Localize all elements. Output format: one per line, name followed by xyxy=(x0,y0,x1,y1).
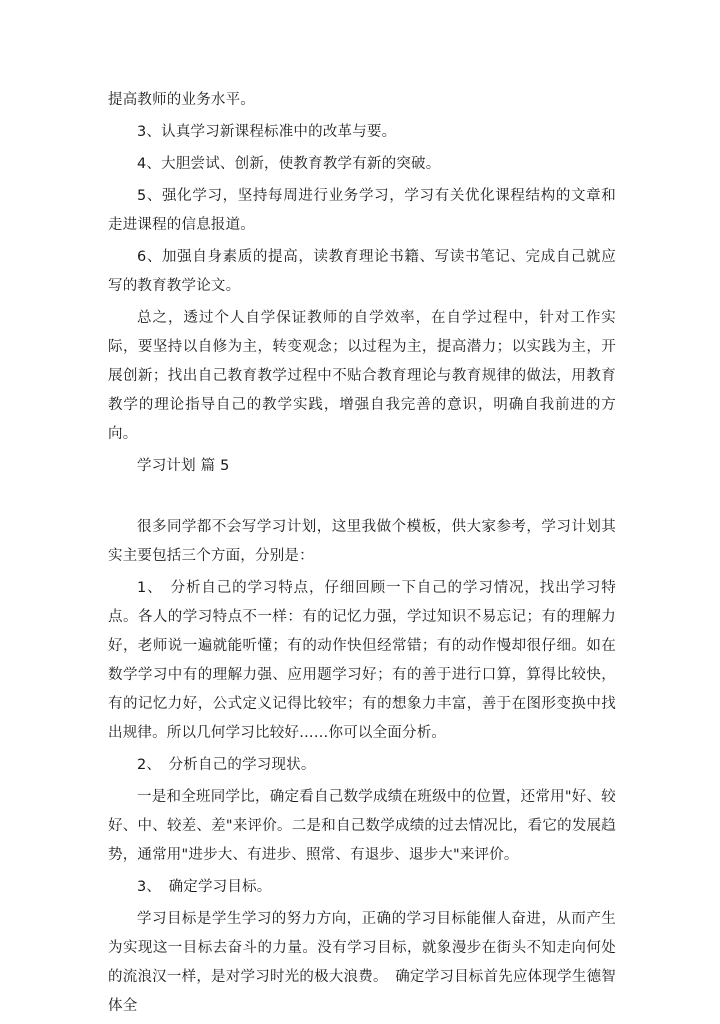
blank-line xyxy=(108,481,616,513)
point-1-paragraph: 1、 分析自己的学习特点，仔细回顾一下自己的学习情况，找出学习特点。各人的学习特点不一样：有的记忆力强，学过知识不易忘记；有的理解力好，老师说一遍就能听懂；有的动作快但经常错；有的动作慢却很仔细。如在数学学习中有的理解力强、应用题学习好；有的善于进行口算，算得比较快，有的记忆力好，公式定义记得比较牢；有的想象力丰富，善于在图形变换中找出规律。所以几何学习比较好……你可以全面分析。 xyxy=(108,580,616,741)
section-heading: 学习计划 篇 5 xyxy=(137,458,230,474)
paragraph-continuation: 提高教师的业务水平。 xyxy=(108,92,255,108)
summary-paragraph: 总之，透过个人自学保证教师的自学效率，在自学过程中，针对工作实际，要坚持以自修为主，转变观念；以过程为主，提高潜力；以实践为主，开展创新；找出自己教育教学过程中不贴合教育理论与教育规律的做法，用教育教学的理论指导自己的教学实践，增强自我完善的意识，明确自我前进的方向。 xyxy=(108,310,616,442)
list-item-5: 5、强化学习，坚持每周进行业务学习，学习有关优化课程结构的文章和走进课程的信息报道。 xyxy=(108,188,616,233)
document-body xyxy=(108,86,616,1024)
point-2-paragraph: 一是和全班同学比，确定看自己数学成绩在班级中的位置，还常用"好、较好、中、较差、差"来评价。二是和自己数学成绩的过去情况比，看它的发展趋势，通常用"进步大、有进步、照常、有退步、退步大"来评价。 xyxy=(108,789,616,863)
point-3-heading: 3、 确定学习目标。 xyxy=(137,879,272,895)
point-3-paragraph: 学习目标是学生学习的努力方向，正确的学习目标能催人奋进，从而产生为实现这一目标去奋斗的力量。没有学习目标，就象漫步在街头不知走向何处的流浪汉一样，是对学习时光的极大浪费。 确定学习目标首先应体现学生德智体全 xyxy=(108,911,616,1014)
list-item-3: 3、认真学习新课程标准中的改革与要。 xyxy=(137,124,397,140)
intro-paragraph: 很多同学都不会写学习计划，这里我做个模板，供大家参考，学习计划其实主要包括三个方面，分别是： xyxy=(108,519,616,564)
list-item-6: 6、加强自身素质的提高，读教育理论书籍、写读书笔记、完成自己就应写的教育教学论文。 xyxy=(108,249,616,294)
list-item-4: 4、大胆尝试、创新，使教育教学有新的突破。 xyxy=(137,156,441,172)
point-2-heading: 2、 分析自己的学习现状。 xyxy=(137,757,316,773)
